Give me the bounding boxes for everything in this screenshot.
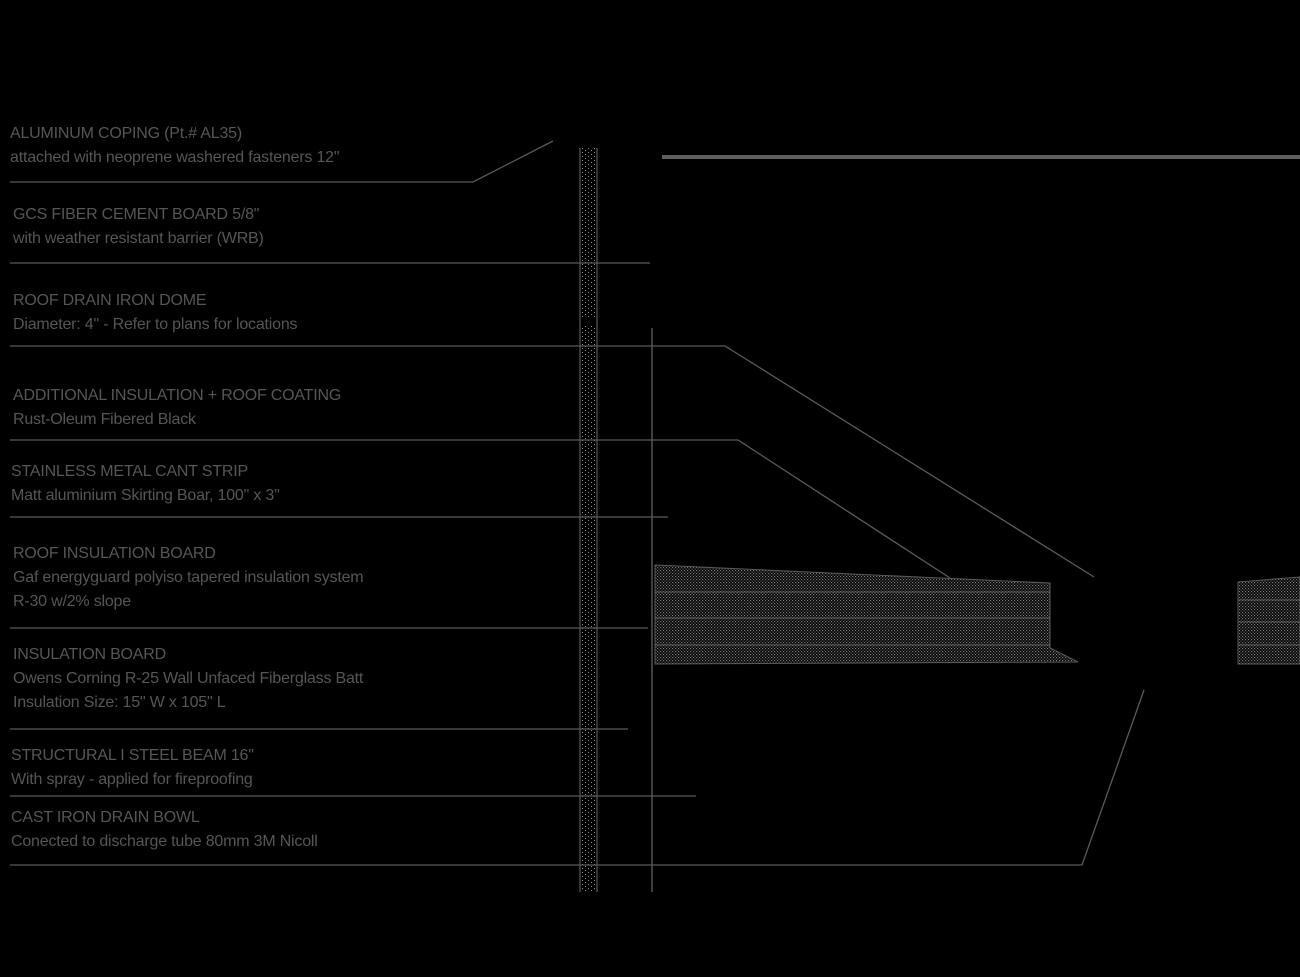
callout-title: STAINLESS METAL CANT STRIP [11, 463, 248, 480]
wall-section [580, 148, 652, 892]
callout-title: ROOF DRAIN IRON DOME [13, 292, 207, 309]
callout-note [10, 122, 339, 170]
fiber-cement-cladding [580, 148, 597, 318]
callout-note [13, 203, 264, 251]
callout-detail: Diameter: 4" - Refer to plans for locations [13, 316, 298, 333]
callout-note [13, 289, 297, 337]
callout-note [11, 460, 280, 508]
callout-title: ADDITIONAL INSULATION + ROOF COATING [13, 387, 342, 404]
callout-title: STRUCTURAL I STEEL BEAM 16" [11, 747, 254, 764]
callout-title: ROOF INSULATION BOARD [13, 545, 216, 562]
callout-detail: Conected to discharge tube 80mm 3M Nicoll [11, 833, 318, 850]
callout-detail: attached with neoprene washered fasteners 12" [10, 149, 340, 166]
callout-detail: with weather resistant barrier (WRB) [13, 230, 264, 247]
callout-detail: Insulation Size: 15" W x 105" L [13, 694, 226, 711]
callout-note [13, 542, 363, 614]
callout-detail: Owens Corning R-25 Wall Unfaced Fiberglass Batt [13, 670, 364, 687]
callout-title: ALUMINUM COPING (Pt.# AL35) [10, 125, 242, 142]
callout-title: GCS FIBER CEMENT BOARD 5/8" [13, 206, 260, 223]
callout-detail: Matt aluminium Skirting Boar, 100" x 3" [11, 487, 280, 504]
callout-detail: Rust-Oleum Fibered Black [13, 411, 196, 428]
wall-cladding-lower [580, 326, 597, 892]
callout-note [11, 744, 254, 792]
roof-insulation-board [655, 565, 1300, 664]
callout-note [11, 806, 318, 854]
callout-detail: Gaf energyguard polyiso tapered insulation system [13, 569, 364, 586]
callout-title: INSULATION BOARD [13, 646, 166, 663]
callout-detail: R-30 w/2% slope [13, 593, 131, 610]
callout-note [13, 384, 341, 432]
callout-detail: With spray - applied for fireproofing [11, 771, 253, 788]
callout-note [13, 643, 363, 715]
callout-title: CAST IRON DRAIN BOWL [11, 809, 200, 826]
